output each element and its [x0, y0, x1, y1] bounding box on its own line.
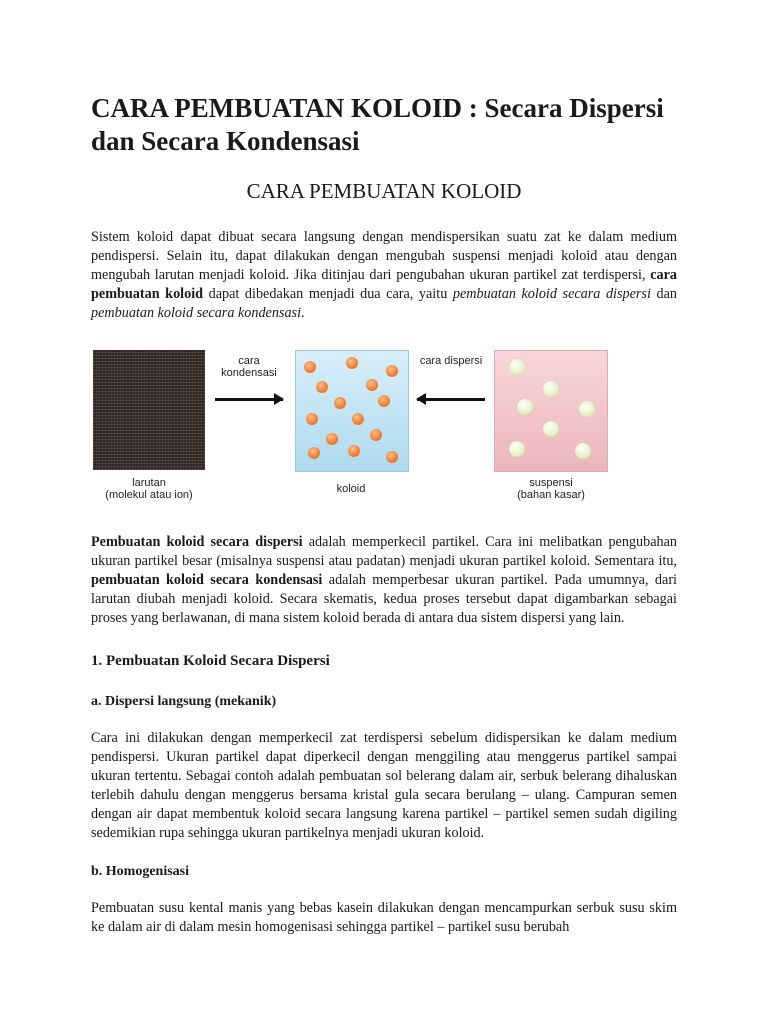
- label-colloid: koloid: [336, 483, 366, 495]
- solution-image: [93, 350, 205, 470]
- para2-text-1: adalah memperkecil partikel. Cara ini melibatkan pengubahan ukuran partikel besar (misalnya suspensi atau padatan) menjadi ukuran partikel koloid. Sementara itu,: [91, 534, 677, 569]
- label-condensation: cara kondensasi: [221, 355, 277, 379]
- intro-bold-term: cara pembuatan koloid: [91, 267, 677, 302]
- para2-bold-condensation: pembuatan koloid secara kondensasi: [91, 572, 323, 588]
- arrow-condensation-icon: [215, 398, 283, 401]
- homogenization-paragraph: Pembuatan susu kental manis yang bebas kasein dilakukan dengan mencampurkan serbuk susu skim ke dalam air di dalam mesin homogenisasi sehingga partikel – partikel susu berubah: [91, 900, 677, 935]
- label-dispersion: cara dispersi: [419, 355, 483, 367]
- para2-bold-dispersion: Pembuatan koloid secara dispersi: [91, 534, 303, 550]
- label-solution: [79, 477, 219, 501]
- label-suspension-line-1: suspensi: [529, 477, 573, 489]
- section-heading-dispersion: 1. Pembuatan Koloid Secara Dispersi: [91, 653, 330, 669]
- intro-text-3: dan: [650, 286, 677, 302]
- label-solution-line-2: (molekul atau ion): [105, 489, 193, 501]
- document-subtitle: CARA PEMBUATAN KOLOID: [246, 179, 522, 203]
- dispersion-condensation-paragraph: [91, 533, 677, 628]
- intro-text-4: .: [301, 305, 305, 321]
- label-suspension-line-2: (bahan kasar): [517, 489, 585, 501]
- intro-text-2: dapat dibedakan menjadi dua cara, yaitu: [203, 286, 453, 302]
- suspension-image: [494, 350, 608, 472]
- document-title: CARA PEMBUATAN KOLOID : Secara Dispersi dan Secara Kondensasi: [91, 93, 664, 156]
- arrow-dispersion-icon: [417, 398, 485, 401]
- intro-italic-dispersion: pembuatan koloid secara dispersi: [452, 286, 651, 302]
- colloid-image: [295, 350, 409, 472]
- subheading-homogenization: b. Homogenisasi: [91, 864, 190, 879]
- intro-text-1: Sistem koloid dapat dibuat secara langsung dengan mendispersikan suatu zat ke dalam medium pendispersi. Selain itu, dapat dilakukan dengan mengubah suspensi menjadi koloid atau dengan mengubah larutan menjadi koloid. Jika ditinjau dari pengubahan ukuran partikel zat terdispersi,: [91, 229, 677, 283]
- intro-paragraph: [91, 228, 677, 323]
- direct-dispersion-paragraph: Cara ini dilakukan dengan memperkecil zat terdispersi sebelum didispersikan ke dalam medium pendispersi. Ukuran partikel dapat diperkecil dengan menggiling atau menggerus partikel sampai ukuran tertentu. Sebagai contoh adalah pembuatan sol belerang dalam air, serbuk belerang dihaluskan terlebih dahulu dengan menggerus bersama kristal gula secara berulang – ulang. Campuran semen dengan air dapat membentuk koloid secara langsung karena partikel – partikel semen sudah digiling sedemikian rupa sehingga ukuran partikelnya menjadi ukuran koloid.: [91, 730, 677, 841]
- subheading-direct-dispersion: a. Dispersi langsung (mekanik): [91, 694, 277, 709]
- intro-italic-condensation: pembuatan koloid secara kondensasi: [91, 305, 302, 321]
- label-solution-line-1: larutan: [132, 477, 166, 489]
- para2-text-2: adalah memperbesar ukuran partikel. Pada umumnya, dari larutan diubah menjadi koloid. Secara skematis, kedua proses tersebut dapat digambarkan sebagai proses yang berlawanan, di mana sistem koloid berada di antara dua sistem dispersi yang lain.: [91, 572, 677, 626]
- label-suspension: [501, 477, 601, 501]
- colloid-diagram-figure: [91, 341, 677, 511]
